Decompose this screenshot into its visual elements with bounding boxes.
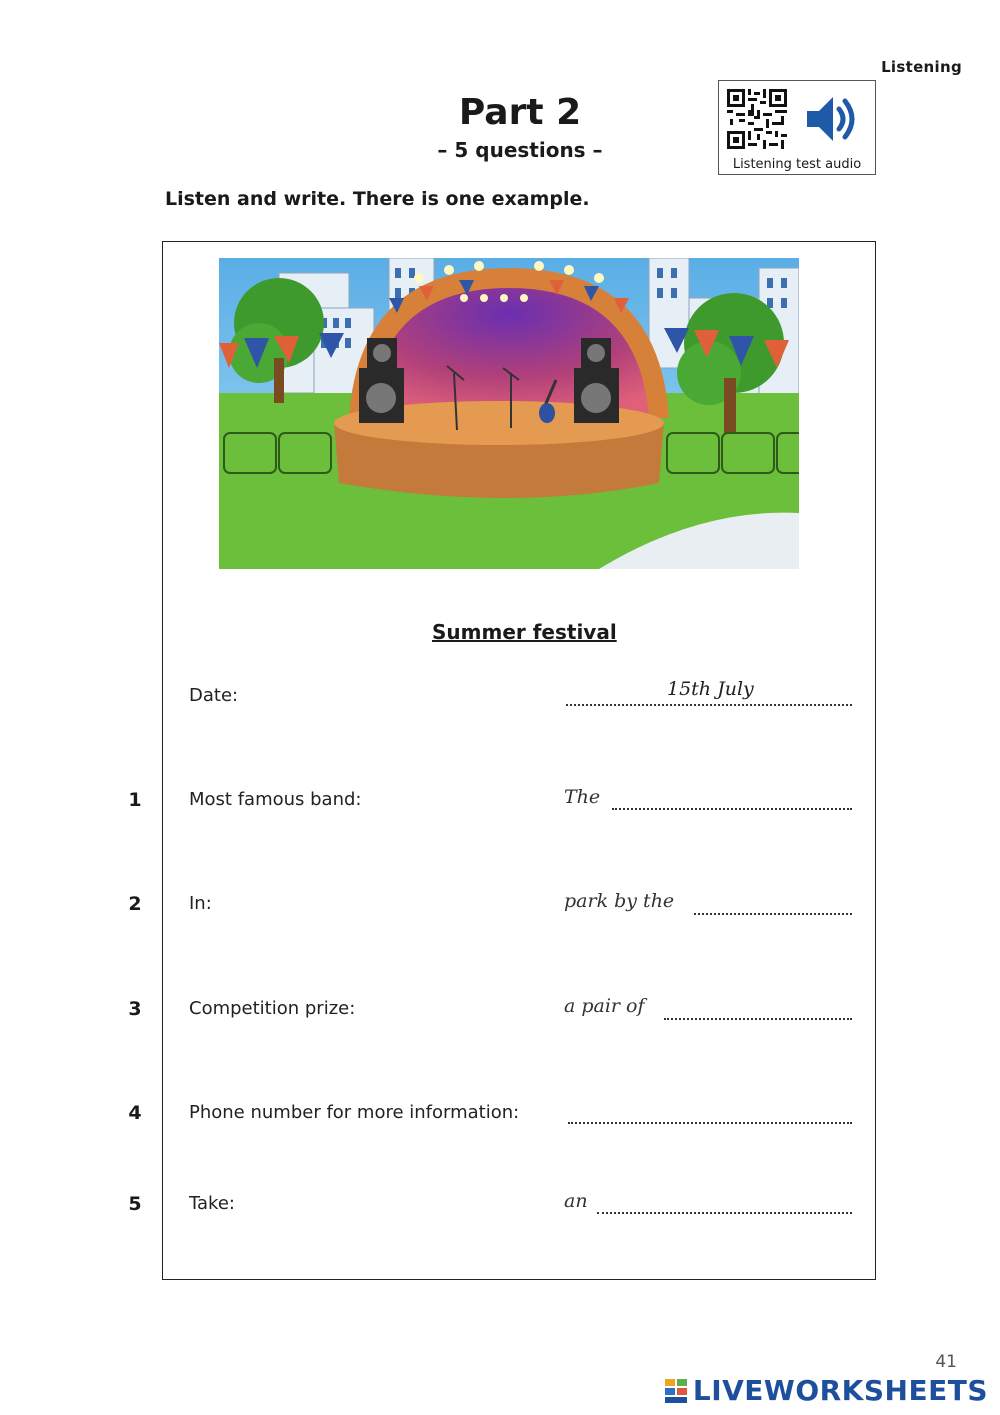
question-number-4: 4 (128, 1102, 142, 1124)
qr-code-icon (727, 89, 787, 149)
question-number-2: 2 (128, 893, 142, 915)
question-number-5: 5 (128, 1193, 142, 1215)
part-title: Part 2 (458, 92, 582, 133)
section-label: Listening (881, 58, 962, 76)
answer-input-5[interactable] (597, 1212, 852, 1214)
brand-logo[interactable] (665, 1374, 988, 1407)
question-prefix-2: park by the (564, 890, 675, 912)
question-label-1: Most famous band: (189, 789, 362, 810)
page-number: 41 (935, 1352, 957, 1372)
instruction: Listen and write. There is one example. (165, 188, 590, 210)
question-label-4: Phone number for more information: (189, 1102, 520, 1123)
answer-input-1[interactable] (612, 808, 852, 810)
brand-name: LIVEWORKSHEETS (692, 1374, 988, 1407)
question-prefix-1: The (564, 786, 601, 808)
question-prefix-5: an (564, 1190, 588, 1212)
liveworksheets-logo-icon (665, 1379, 687, 1403)
festival-stage-illustration (219, 258, 799, 569)
form-title: Summer festival (432, 620, 617, 644)
question-label-5: Take: (189, 1193, 235, 1214)
example-answer: 15th July (667, 678, 754, 700)
question-label-3: Competition prize: (189, 998, 356, 1019)
example-label: Date: (189, 685, 239, 706)
question-number-1: 1 (128, 789, 142, 811)
answer-input-4[interactable] (568, 1122, 852, 1124)
audio-label: Listening test audio (732, 157, 862, 172)
answer-input-2[interactable] (694, 913, 852, 915)
example-answer-line (566, 704, 852, 706)
part-subtitle: – 5 questions – (437, 138, 603, 162)
question-number-3: 3 (128, 998, 142, 1020)
question-label-2: In: (189, 893, 212, 914)
audio-button[interactable] (718, 80, 876, 175)
speaker-icon (803, 89, 863, 149)
question-prefix-3: a pair of (564, 995, 645, 1017)
answer-input-3[interactable] (664, 1018, 852, 1020)
